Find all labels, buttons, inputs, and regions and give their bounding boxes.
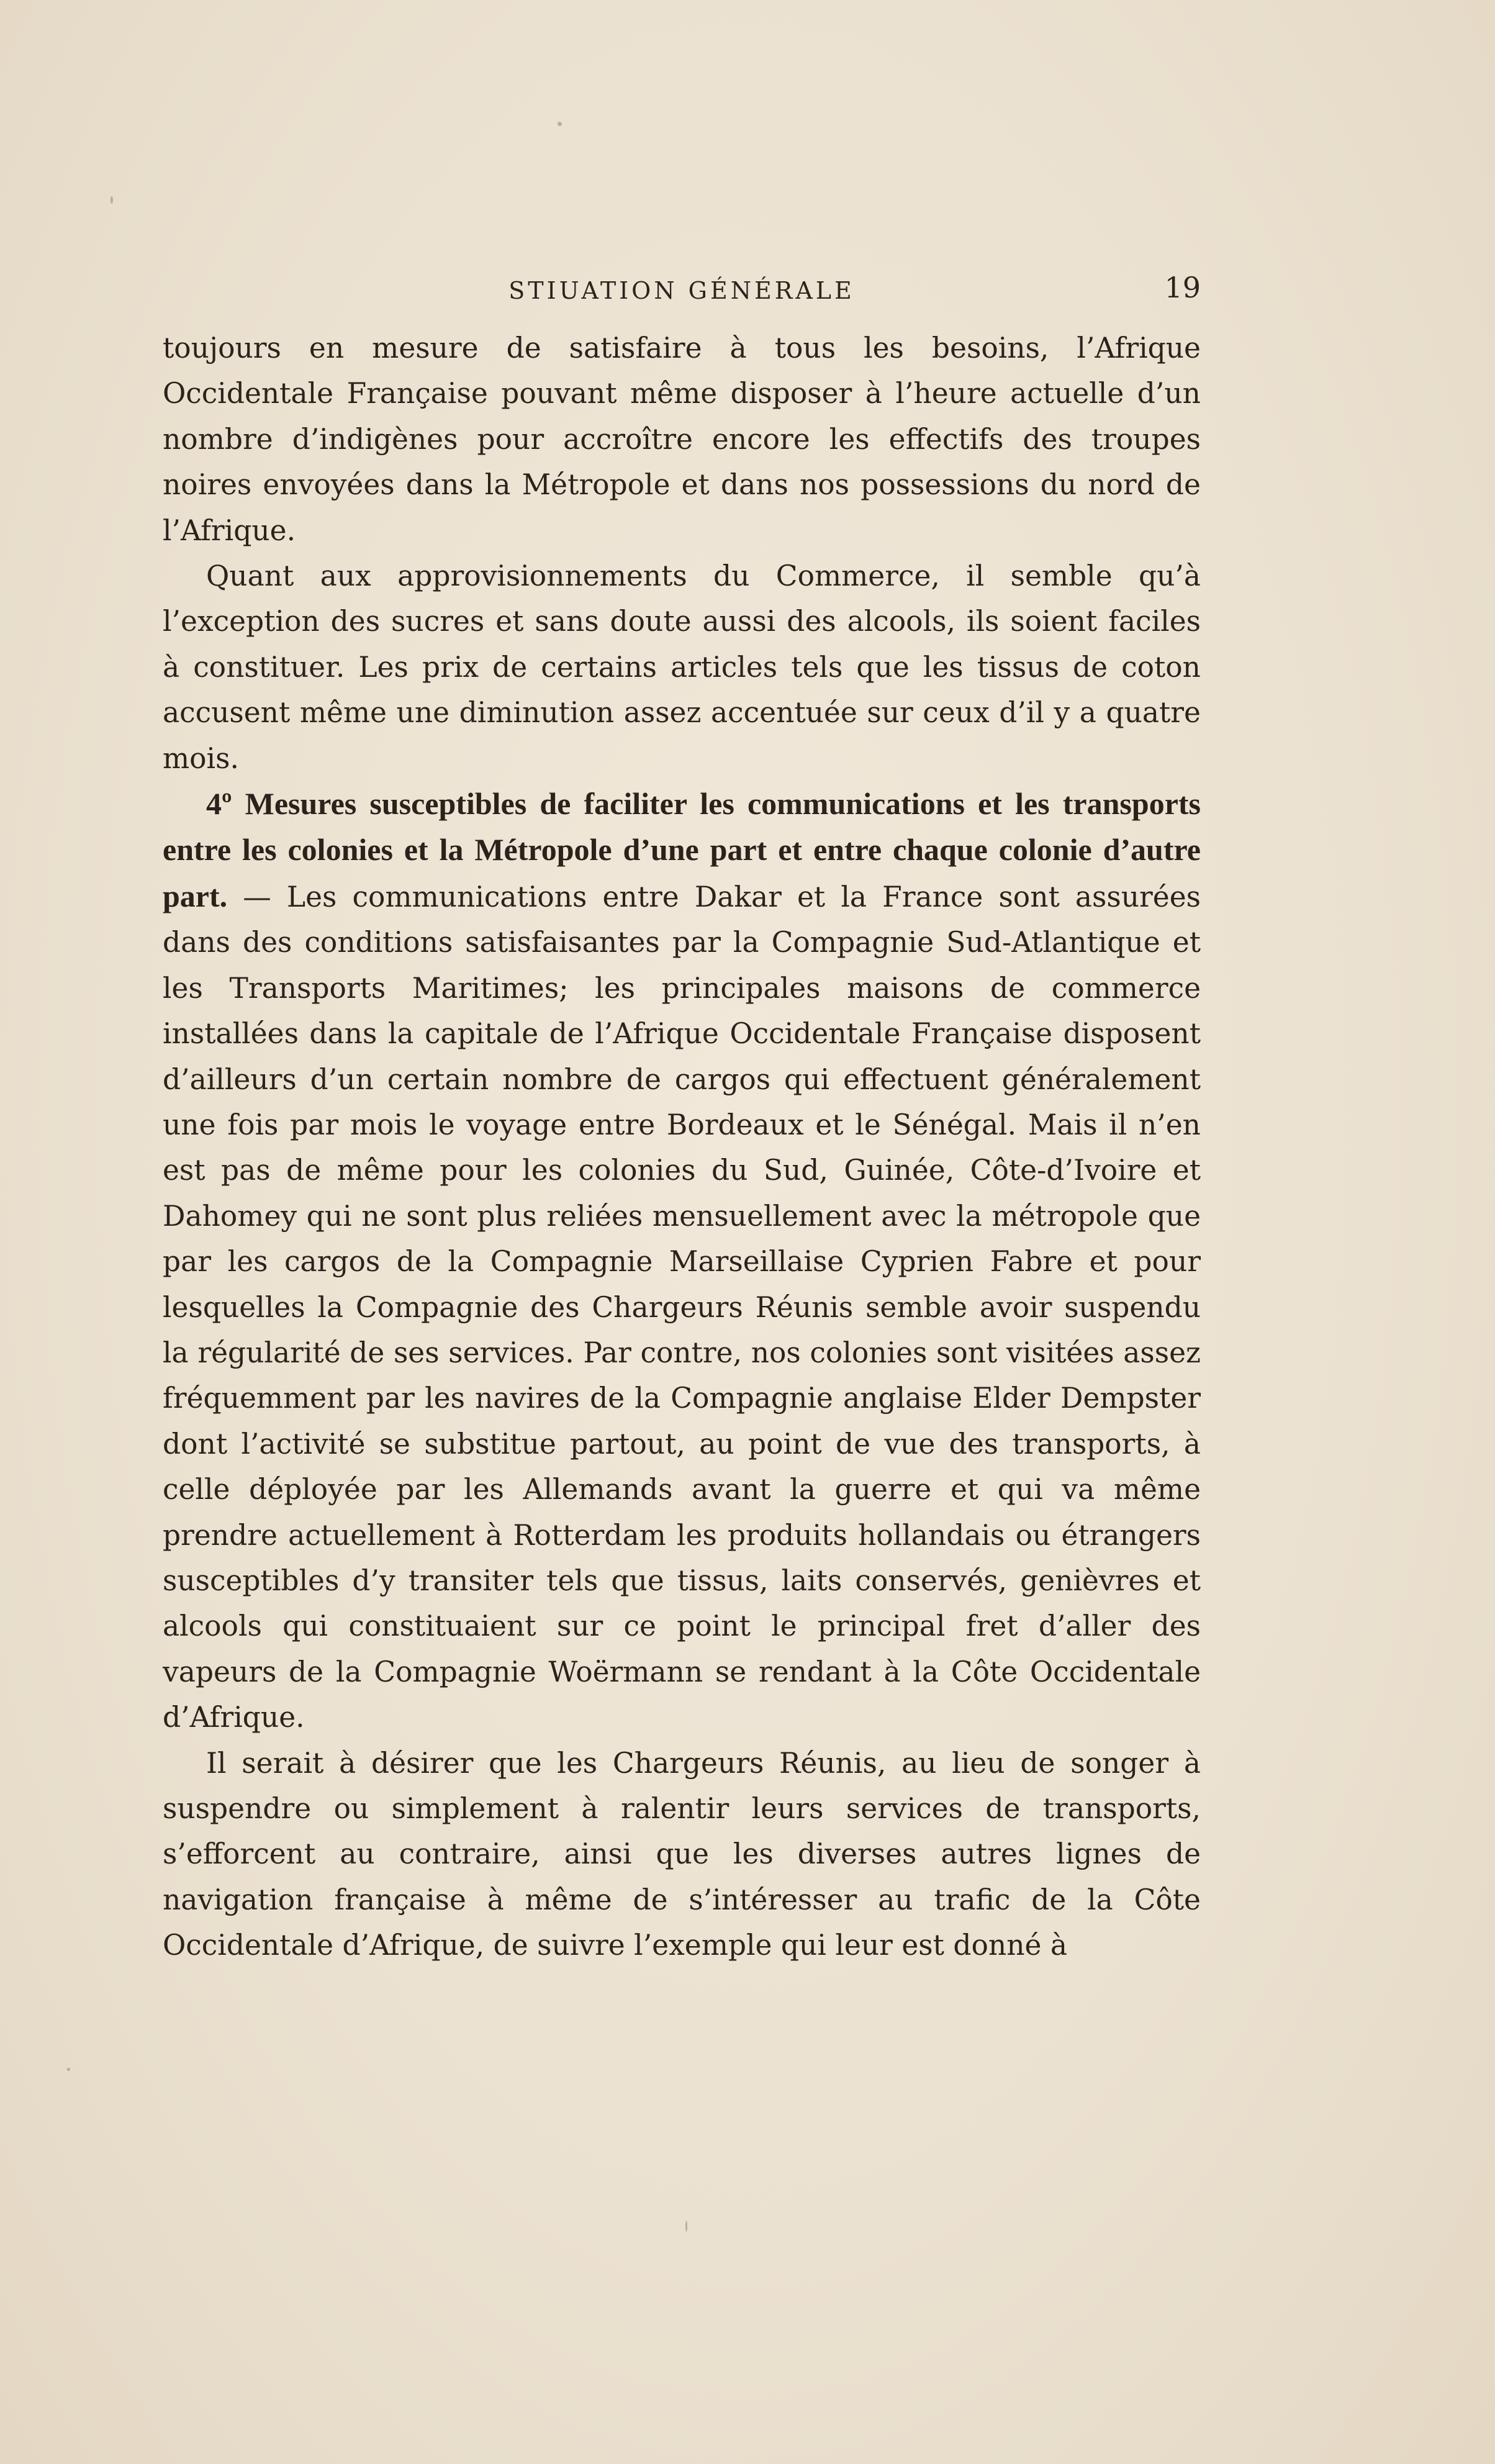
page-header — [163, 271, 1201, 314]
paper-speck — [111, 196, 113, 204]
paragraph-chargeurs-reunis: Il serait à désirer que les Chargeurs Réunis, au lieu de songer à suspendre ou simplement à ralentir leurs services de transports, s’efforcent au contraire, ainsi que les diverses autres lignes de navigation française à même de s’intéresser au trafic de la Côte Occidentale d’Afrique, de suivre l’exemple qui leur est donné à — [163, 1746, 1201, 1962]
paper-speck — [558, 122, 562, 126]
paper-speck — [685, 2221, 687, 2232]
section-body: — Les communications entre Dakar et la France sont assurées dans des conditions satisfaisantes par la Compagnie Sud-Atlantique et les Transports Maritimes; les principales maisons de commerce installées dans la capitale de l’Afrique Occidentale Française disposent d’ailleurs d’un certain nombre de cargos qui effectuent généralement une fois par mois le voyage entre Bordeaux et le Sénégal. Mais il n’en est pas de même pour les colonies du Sud, Guinée, Côte-d’Ivoire et Dahomey qui ne sont plus reliées mensuellement avec la métropole que par les cargos de la Compagnie Marseillaise Cyprien Fabre et pour lesquelles la Compagnie des Chargeurs Réunis semble avoir suspendu la régularité de ses services. Par contre, nos colonies sont visitées assez fréquemment par les navires de la Compagnie anglaise Elder Dempster dont l’activité se substitue partout, au point de vue des transports, à celle déployée par les Allemands avant la guerre et qui va même prendre actuellement à Rotterdam les produits hollandais ou étrangers susceptibles d’y transiter tels que tissus, laits conservés, genièvres et alcools qui constituaient sur ce point le principal fret d’aller des vapeurs de la Compagnie Woërmann se rendant à la Côte Occidentale d’Afrique. — [163, 880, 1201, 1734]
running-title: STIUATION GÉNÉRALE — [508, 277, 855, 304]
paragraph-approvisionnements: Quant aux approvisionnements du Commerce, il semble qu’à l’exception des sucres et sans doute aussi des alcools, ils soient faciles à constituer. Les prix de certains articles tels que les tissus de coton accusent même une diminution assez accentuée sur ceux d’il y a quatre mois. — [163, 559, 1201, 775]
page-number: 19 — [1164, 271, 1201, 304]
paper-speck — [67, 2068, 70, 2071]
paragraph-communications — [163, 781, 1201, 1741]
body-text — [163, 325, 1201, 1968]
section-heading: 4º Mesures susceptibles de faciliter les communications et les transports entre les colonies et la Métropole d’une part et entre chaque colonie d’autre part. — [163, 786, 1201, 913]
paragraph-continuation: toujours en mesure de satisfaire à tous les besoins, l’Afrique Occidentale Française pouvant même disposer à l’heure actuelle d’un nombre d’indigènes pour accroître encore les effectifs des troupes noires envoyées dans la Métropole et dans nos possessions du nord de l’Afrique. — [163, 332, 1201, 547]
